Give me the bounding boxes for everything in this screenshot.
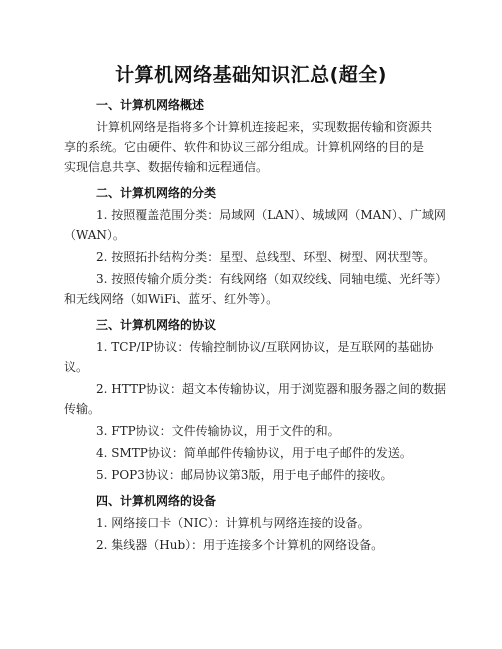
section-heading-overview: 一、计算机网络概述 [96,98,205,112]
paragraph-line: 实现信息共享、数据传输和远程通信。 [64,160,269,174]
list-item: 1. TCP/IP协议：传输控制协议/互联网协议，是互联网的基础协 [96,340,434,354]
list-item-continuation: 和无线网络（如WiFi、蓝牙、红外等）。 [64,292,279,306]
list-item: 1. 按照覆盖范围分类：局域网（LAN）、城域网（MAN）、广域网 [96,208,446,222]
list-item: 1. 网络接口卡（NIC）：计算机与网络连接的设备。 [96,516,370,530]
list-item: 2. HTTP协议：超文本传输协议，用于浏览器和服务器之间的数据 [96,382,447,396]
list-item: 2. 按照拓扑结构分类：星型、总线型、环型、树型、网状型等。 [96,250,436,264]
list-item-continuation: 传输。 [64,402,101,416]
section-heading-classification: 二、计算机网络的分类 [96,186,217,200]
document-title: 计算机网络基础知识汇总(超全) [115,64,387,86]
paragraph-line: 计算机网络是指将多个计算机连接起来，实现数据传输和资源共 [96,120,433,134]
list-item: 4. SMTP协议：简单邮件传输协议，用于电子邮件的发送。 [96,446,412,460]
list-item: 3. FTP协议：文件传输协议，用于文件的和。 [96,424,340,438]
section-heading-devices: 四、计算机网络的设备 [96,494,217,508]
paragraph-line: 享的系统。它由硬件、软件和协议三部分组成。计算机网络的目的是 [64,140,425,154]
list-item-continuation: 议。 [64,360,89,374]
list-item: 5. POP3协议：邮局协议第3版，用于电子邮件的接收。 [96,468,393,482]
list-item: 3. 按照传输介质分类：有线网络（如双绞线、同轴电缆、光纤等） [96,272,448,286]
list-item-continuation: （WAN）。 [64,228,125,242]
list-item: 2. 集线器（Hub）：用于连接多个计算机的网络设备。 [96,538,384,552]
section-heading-protocols: 三、计算机网络的协议 [96,318,217,332]
